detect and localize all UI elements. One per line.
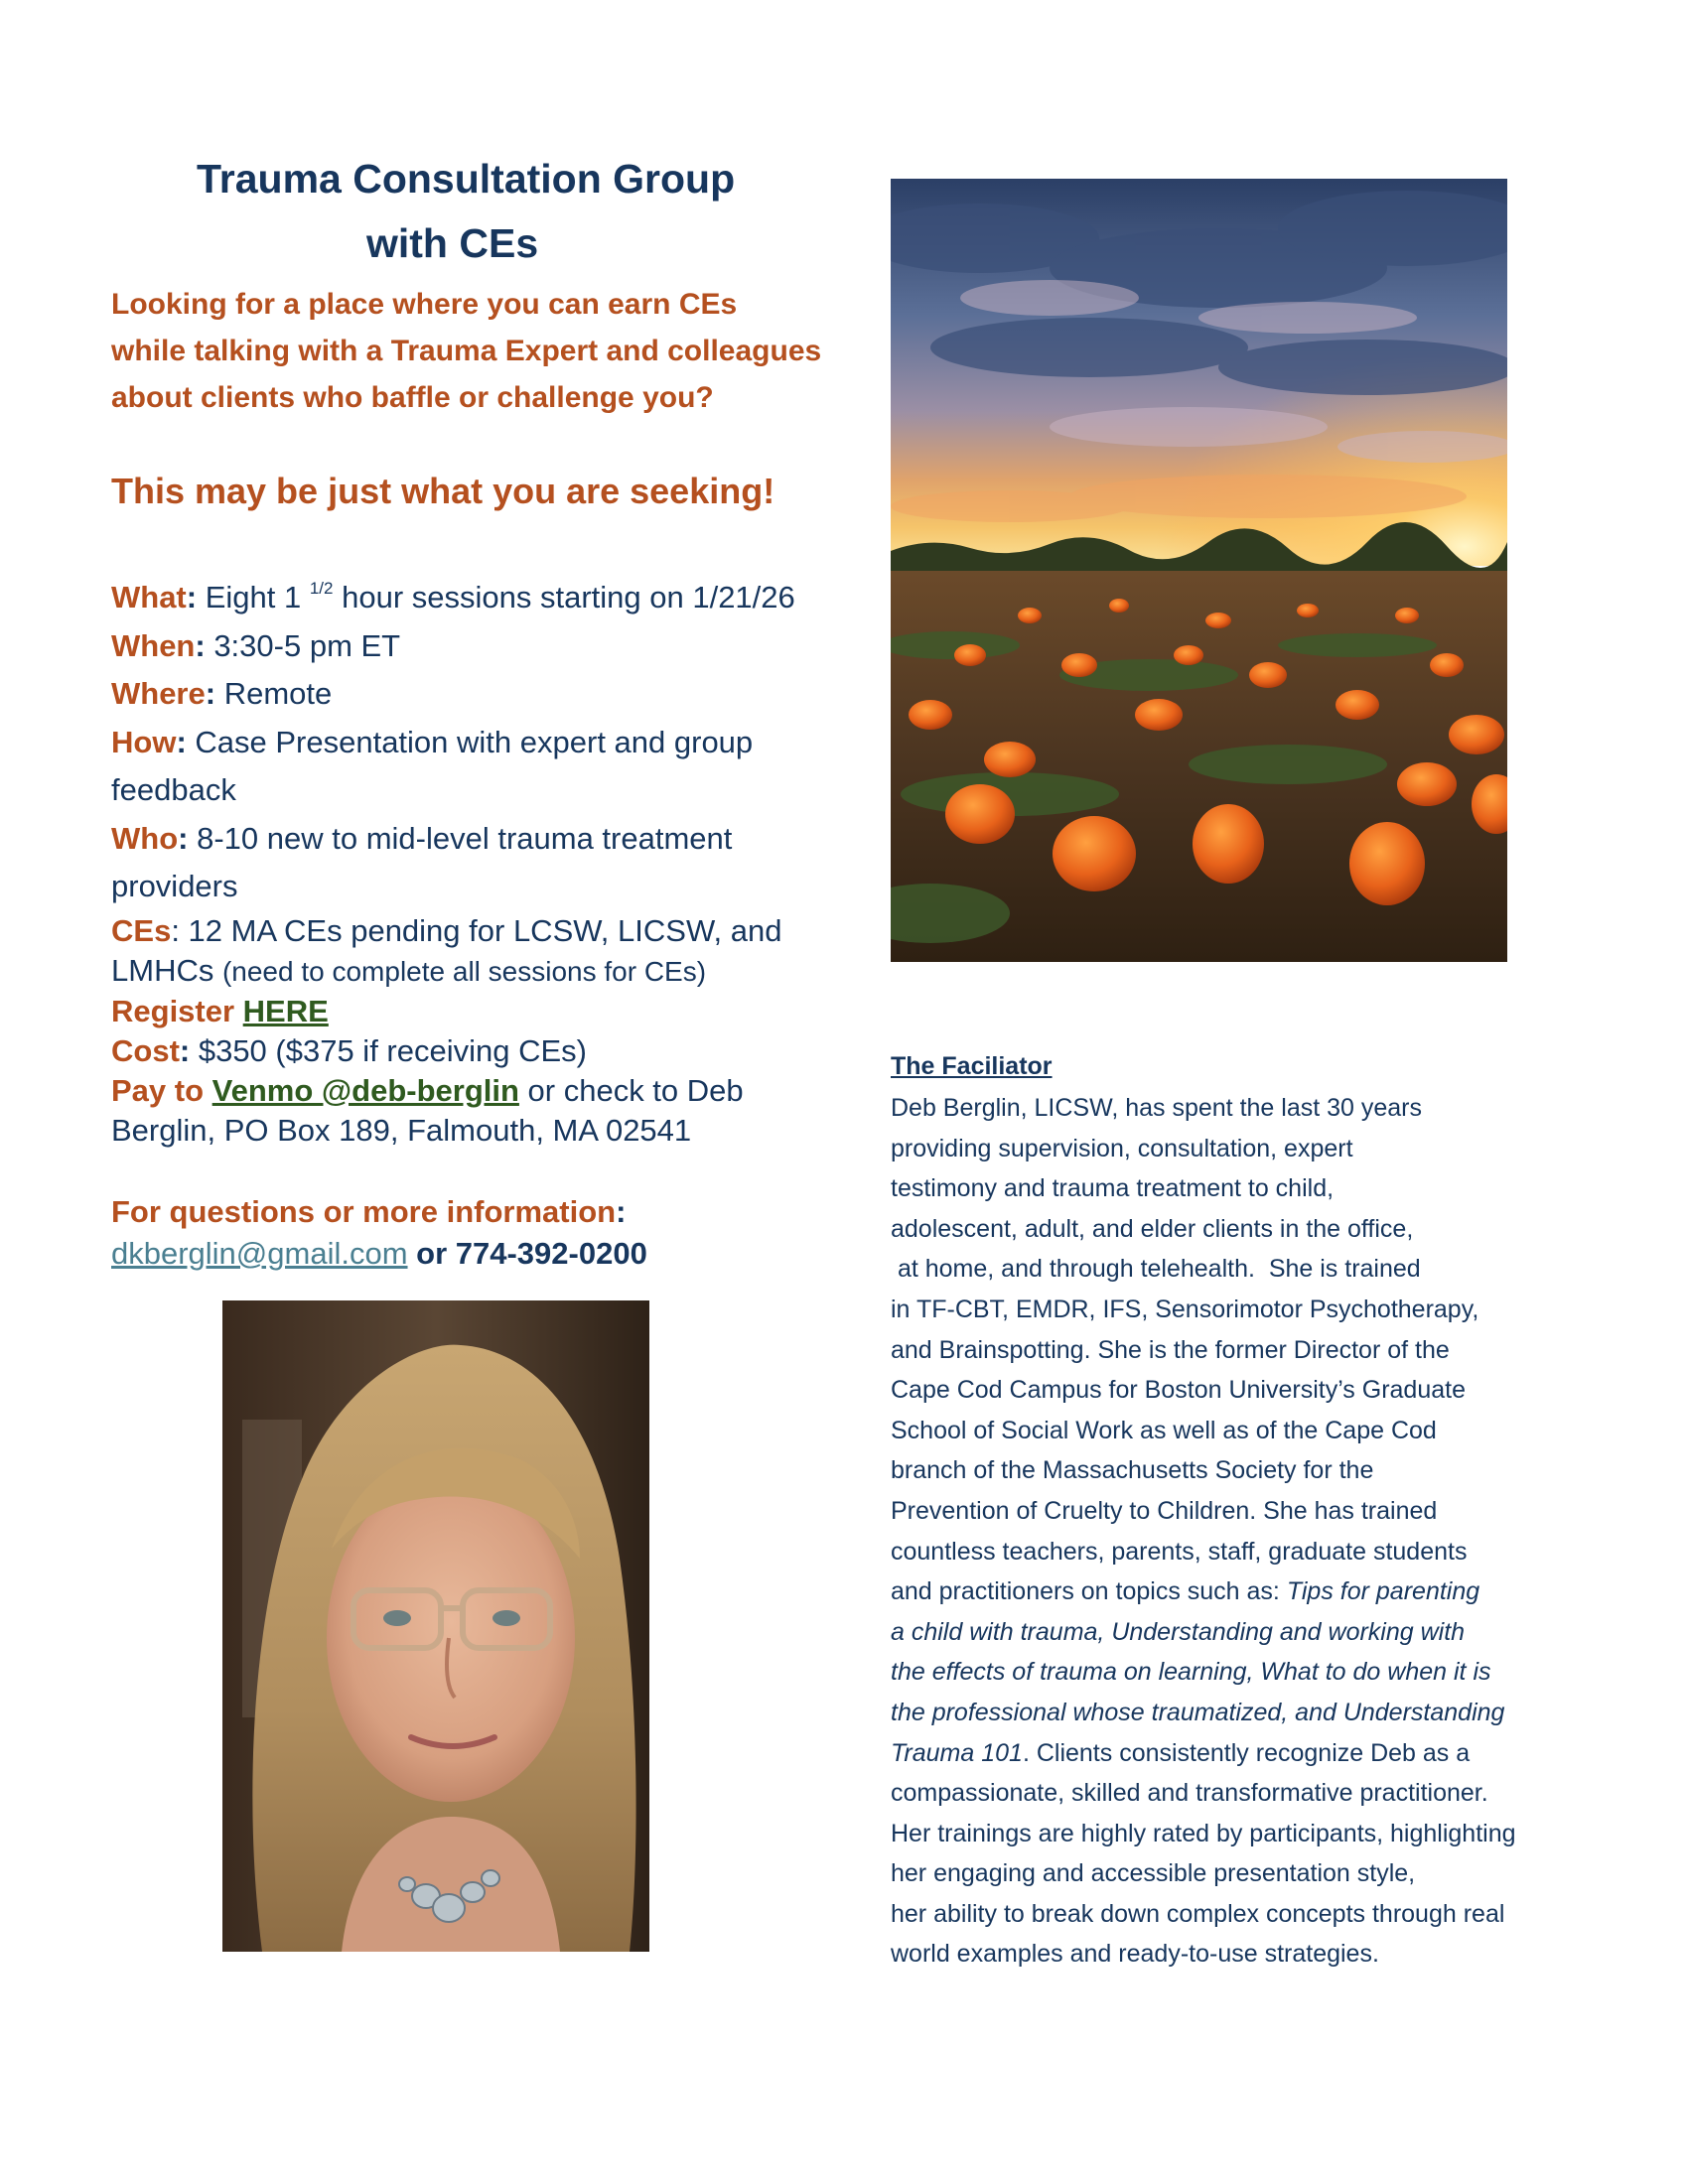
intro-line: while talking with a Trauma Expert and colleagues xyxy=(111,335,822,367)
bio-line: and Brainspotting. She is the former Director of the xyxy=(891,1335,1450,1364)
who-label: Who xyxy=(111,820,179,856)
bio-line: adolescent, adult, and elder clients in the office, xyxy=(891,1214,1414,1243)
bio-line: Her trainings are highly rated by participants, highlighting xyxy=(891,1819,1516,1847)
intro-question xyxy=(111,281,826,421)
bio-line: providing supervision, consultation, expert xyxy=(891,1134,1353,1162)
where-value: Remote xyxy=(215,676,333,711)
how-value-cont: feedback xyxy=(111,772,236,807)
facilitator-heading: The Faciliator xyxy=(891,1052,1053,1080)
how-row: How: Case Presentation with expert and group feedback xyxy=(111,724,754,807)
ces-row xyxy=(111,911,846,992)
cost-row: Cost: $350 ($375 if receiving CEs) xyxy=(111,1032,587,1068)
cost-value: $350 ($375 if receiving CEs) xyxy=(190,1032,587,1068)
ces-value-cont: LMHCs xyxy=(111,952,222,988)
what-value-post: hour sessions starting on 1/21/26 xyxy=(333,580,795,614)
bio-line: her ability to break down complex concepts through real xyxy=(891,1899,1505,1928)
what-value-pre: Eight 1 xyxy=(197,580,310,614)
page-title-line-2: with CEs xyxy=(366,220,539,266)
pay-address: Berglin, PO Box 189, Falmouth, MA 02541 xyxy=(111,1112,692,1148)
register-row xyxy=(111,992,846,1031)
where-label: Where xyxy=(111,676,206,711)
bio-line xyxy=(891,1652,1606,1693)
topics-italic: Tips for parenting xyxy=(1286,1577,1480,1606)
bio-line xyxy=(891,1693,1606,1733)
when-label: When xyxy=(111,627,196,663)
bio-line: at home, and through telehealth. She is trained xyxy=(891,1255,1421,1284)
pay-value: or check to Deb xyxy=(518,1072,744,1108)
cost-label: Cost xyxy=(111,1032,180,1068)
contact-label: For questions or more information xyxy=(111,1194,617,1229)
who-value: 8-10 new to mid-level trauma treatment xyxy=(188,820,733,856)
topics-italic: the professional whose traumatized, and Understanding xyxy=(891,1698,1505,1726)
tagline: This may be just what you are seeking! xyxy=(111,471,775,511)
bio-line: branch of the Massachusetts Society for the xyxy=(891,1456,1374,1485)
where-row: Where: Remote xyxy=(111,676,333,711)
pay-row xyxy=(111,1071,846,1151)
intro-line: Looking for a place where you can earn CEs xyxy=(111,288,738,321)
bio-line: Cape Cod Campus for Boston University’s Graduate xyxy=(891,1376,1466,1405)
what-row: What: Eight 1 $^{1/2}$ hour sessions starting on 1/21/26 xyxy=(111,579,795,614)
who-row: Who: 8-10 new to mid-level trauma treatment providers xyxy=(111,820,733,903)
pumpkin-field-photo xyxy=(891,179,1507,962)
bio-line xyxy=(891,1612,1606,1653)
topics-italic: Trauma 101 xyxy=(891,1738,1023,1767)
how-label: How xyxy=(111,724,177,759)
intro-line: about clients who baffle or challenge you? xyxy=(111,381,714,414)
ces-label: CEs xyxy=(111,912,172,948)
how-value: Case Presentation with expert and group xyxy=(186,724,754,759)
pay-label: Pay to xyxy=(111,1072,212,1108)
email-link[interactable]: dkberglin@gmail.com xyxy=(111,1236,408,1271)
register-link[interactable]: HERE xyxy=(242,993,329,1028)
page-title-line-1: Trauma Consultation Group xyxy=(197,156,736,202)
bio-line: School of Social Work as well as of the Cape Cod xyxy=(891,1416,1437,1444)
bio-line: Prevention of Cruelty to Children. She has trained xyxy=(891,1496,1438,1525)
bio-line: world examples and ready-to-use strategies. xyxy=(891,1940,1379,1969)
when-value: 3:30-5 pm ET xyxy=(205,627,401,663)
bio-line xyxy=(891,1733,1606,1774)
bio-line: testimony and trauma treatment to child, xyxy=(891,1174,1335,1203)
contact-block: For questions or more information: dkberglin@gmail.com or 774-392-0200 xyxy=(111,1194,647,1271)
bio-line: in TF-CBT, EMDR, IFS, Sensorimotor Psychotherapy, xyxy=(891,1295,1479,1323)
who-value-cont: providers xyxy=(111,869,238,903)
ces-value: : 12 MA CEs pending for LCSW, LICSW, and xyxy=(171,912,782,948)
topics-italic: a child with trauma, Understanding and working with xyxy=(891,1617,1466,1646)
venmo-link[interactable]: Venmo @deb-berglin xyxy=(211,1072,519,1108)
register-label: Register xyxy=(111,993,243,1028)
topics-intro: and practitioners on topics such as: xyxy=(891,1577,1287,1606)
facilitator-portrait xyxy=(222,1300,649,1952)
facilitator-bio xyxy=(891,1088,1606,1975)
what-value-sup: 1/2 xyxy=(309,579,334,598)
bio-line: her engaging and accessible presentation style, xyxy=(891,1859,1416,1888)
topics-after: . Clients consistently recognize Deb as a xyxy=(1022,1738,1471,1767)
topics-italic: the effects of trauma on learning, What to do when it is xyxy=(891,1658,1491,1687)
what-label: What xyxy=(111,580,187,614)
bio-line: countless teachers, parents, staff, graduate students xyxy=(891,1537,1468,1566)
bio-line: Deb Berglin, LICSW, has spent the last 30 years xyxy=(891,1094,1422,1122)
phone-number: or 774-392-0200 xyxy=(407,1236,647,1271)
ces-note: (need to complete all sessions for CEs) xyxy=(221,955,707,987)
details-list xyxy=(111,574,846,1151)
when-row: When: 3:30-5 pm ET xyxy=(111,627,401,663)
bio-line: compassionate, skilled and transformative practitioner. xyxy=(891,1779,1488,1808)
bio-line xyxy=(891,1571,1606,1612)
